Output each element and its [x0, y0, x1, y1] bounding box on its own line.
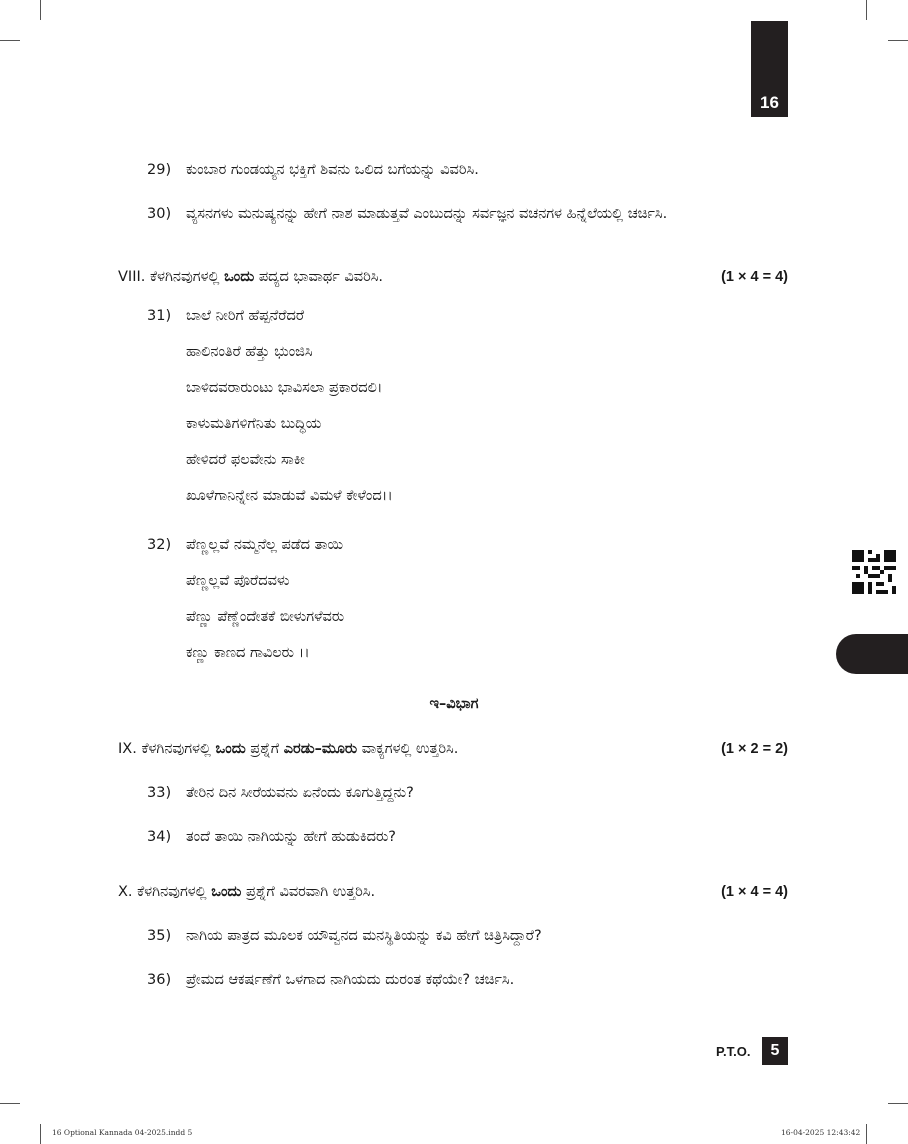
- instruction-bold: ಎರಡು–ಮೂರು: [283, 741, 358, 757]
- question-number: 33): [147, 785, 172, 801]
- side-tab-marker: [836, 634, 908, 674]
- instruction-text: ಪದ್ಯದ ಭಾವಾರ್ಥ ವಿವರಿಸಿ.: [258, 269, 384, 285]
- poem-line: ಪೆಣ್ಣು ಪೆಣ್ಣೆಂದೇತಕೆ ಬೀಳುಗಳೆವರು: [186, 609, 345, 625]
- instruction-text: ವಾಕ್ಯಗಳಲ್ಲಿ ಉತ್ತರಿಸಿ.: [361, 741, 459, 757]
- poem-line: ಪೆಣ್ಣಲ್ಲವೆ ಪೊರೆದವಳು: [186, 573, 290, 589]
- poem-line: ಹೇಳಿದರೆ ಫಲವೇನು ಸಾಕೀ: [186, 452, 305, 468]
- poem-line: ಪೆಣ್ಣಲ್ಲವೆ ನಮ್ಮನೆಲ್ಲ ಪಡೆದ ತಾಯಿ: [186, 537, 344, 553]
- subject-tab: [751, 21, 788, 117]
- instruction-text: ಕೆಳಗಿನವುಗಳಲ್ಲಿ: [149, 269, 220, 285]
- page-number: 5: [762, 1037, 788, 1065]
- marks-scheme: (1 × 4 = 4): [721, 269, 788, 285]
- subject-tab-number: 16: [760, 93, 779, 112]
- question-text: ತಂದೆ ತಾಯಿ ನಾಗಿಯನ್ನು ಹೇಗೆ ಹುಡುಕಿದರು?: [186, 829, 397, 845]
- question-number: 29): [147, 162, 172, 178]
- instruction-bold: ಒಂದು: [215, 741, 246, 757]
- instruction-text: ಪ್ರಶ್ನೆಗೆ: [250, 741, 280, 757]
- section-instruction: [118, 739, 458, 759]
- question-number: 34): [147, 829, 172, 845]
- crop-mark: [0, 1103, 20, 1104]
- question-number: 36): [147, 972, 172, 988]
- question-number: 30): [147, 206, 172, 222]
- section-roman: X.: [118, 884, 133, 900]
- crop-mark: [0, 40, 20, 41]
- poem-line: ಖೂಳೆಗಾನಿನ್ನೇನ ಮಾಡುವೆ ವಿಮಳೆ ಕೇಳೆಂದ।।: [186, 488, 393, 504]
- poem-line: ಬಾಳಿದವರಾರುಂಟು ಭಾವಿಸಲಾ ಪ್ರಕಾರದಲಿ।: [186, 380, 383, 396]
- question-number: 32): [147, 537, 172, 553]
- question-number: 31): [147, 308, 172, 324]
- crop-mark: [888, 40, 908, 41]
- question-text: ಪ್ರೇಮದ ಆಕರ್ಷಣೆಗೆ ಒಳಗಾದ ನಾಗಿಯದು ದುರಂತ ಕಥೆಯೇ? ಚರ್ಚಿಸಿ.: [186, 972, 515, 988]
- marks-scheme: (1 × 4 = 4): [721, 884, 788, 900]
- instruction-bold: ಒಂದು: [224, 269, 255, 285]
- crop-mark: [888, 1103, 908, 1104]
- print-slug-file: 16 Optional Kannada 04-2025.indd 5: [52, 1128, 193, 1137]
- section-roman: VIII.: [118, 269, 146, 285]
- crop-mark: [40, 0, 41, 20]
- question-text: ತೇರಿನ ದಿನ ಸೀರೆಯವನು ಏನೆಂದು ಕೂಗುತ್ತಿದ್ದನು?: [186, 785, 414, 801]
- question-text: ಕುಂಬಾರ ಗುಂಡಯ್ಯನ ಭಕ್ತಿಗೆ ಶಿವನು ಒಲಿದ ಬಗೆಯನ್ನು ವಿವರಿಸಿ.: [186, 162, 479, 178]
- poem-line: ಕಾಳುಮತಿಗಳಿಗೆನಿತು ಬುದ್ಧಿಯ: [186, 416, 322, 432]
- instruction-text: ಕೆಳಗಿನವುಗಳಲ್ಲಿ: [141, 741, 211, 757]
- instruction-text: ಪ್ರಶ್ನೆಗೆ ವಿವರವಾಗಿ ಉತ್ತರಿಸಿ.: [246, 884, 376, 900]
- marks-scheme: (1 × 2 = 2): [721, 741, 788, 757]
- print-slug-date: 16-04-2025 12:43:42: [781, 1128, 861, 1137]
- section-roman: IX.: [118, 741, 137, 757]
- question-text: ವ್ಯಸನಗಳು ಮನುಷ್ಯನನ್ನು ಹೇಗೆ ನಾಶ ಮಾಡುತ್ತವೆ ಎಂಬುದನ್ನು ಸರ್ವಜ್ಞನ ವಚನಗಳ ಹಿನ್ನೆಲೆಯಲ್ಲಿ ಚರ್ಚಿಸಿ.: [186, 206, 668, 222]
- poem-line: ಬಾಲೆ ನೀರಿಗೆ ಹೆಪ್ಪನೆರೆದರೆ: [186, 308, 305, 324]
- question-text: ನಾಗಿಯ ಪಾತ್ರದ ಮೂಲಕ ಯೌವ್ವನದ ಮನಸ್ಥಿತಿಯನ್ನು ಕವಿ ಹೇಗೆ ಚಿತ್ರಿಸಿದ್ದಾರೆ?: [186, 928, 542, 944]
- instruction-text: ಕೆಳಗಿನವುಗಳಲ್ಲಿ: [137, 884, 207, 900]
- qr-code-icon: [852, 550, 896, 594]
- instruction-bold: ಒಂದು: [211, 884, 242, 900]
- pto-label: P.T.O.: [716, 1044, 751, 1059]
- poem-line: ಹಾಲಿನಂತಿರೆ ಹೆತ್ತು ಭುಂಜಿಸಿ: [186, 344, 313, 360]
- poem-line: ಕಣ್ಣು ಕಾಣದ ಗಾವಿಲರು ।।: [186, 645, 310, 661]
- question-number: 35): [147, 928, 172, 944]
- crop-mark: [866, 0, 867, 20]
- section-instruction: [118, 267, 383, 287]
- crop-mark: [40, 1124, 41, 1144]
- section-instruction: [118, 882, 375, 902]
- crop-mark: [866, 1124, 867, 1144]
- part-heading: ಇ–ವಿಭಾಗ: [429, 696, 479, 712]
